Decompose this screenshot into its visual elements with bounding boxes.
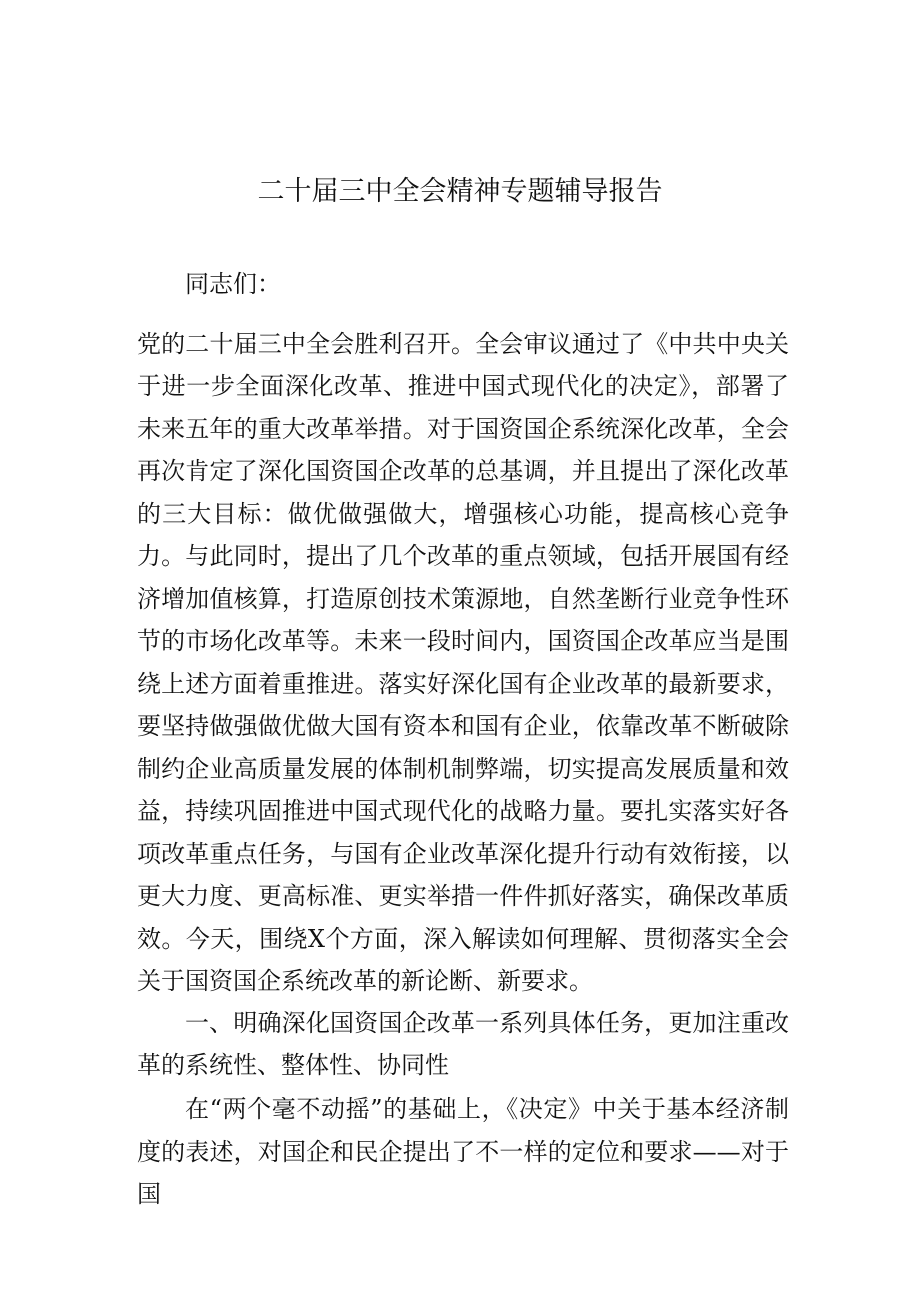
body-paragraph-2: 在“两个毫不动摇”的基础上，《决定》中关于基本经济制度的表述，对国企和民企提出了不一样的定位和要求——对于国: [137, 1095, 789, 1208]
salutation: 同志们：: [185, 270, 281, 298]
section-heading-1: 一、明确深化国资国企改革一系列具体任务，更加注重改革的系统性、整体性、协同性: [137, 1009, 789, 1079]
document-title: 二十届三中全会精神专题辅导报告: [257, 176, 663, 207]
body-paragraph-1: [137, 280, 789, 1003]
body-paragraph-1-text: 党的二十届三中全会胜利召开。全会审议通过了《中共中央关于进一步全面深化改革、推进中国式现代化的决定》，部署了未来五年的重大改革举措。对于国资国企系统深化改革，全会再次肯定了深化国资国企改革的总基调，并且提出了深化改革的三大目标：做优做强做大，增强核心功能，提高核心竞争力。与此同时，提出了几个改革的重点领域，包括开展国有经济增加值核算，打造原创技术策源地，自然垄断行业竞争性环节的市场化改革等。未来一段时间内，国资国企改革应当是围绕上述方面着重推进。落实好深化国有企业改革的最新要求，要坚持做强做优做大国有资本和国有企业，依靠改革不断破除制约企业高质量发展的体制机制弊端，切实提高发展质量和效益，持续巩固推进中国式现代化的战略力量。要扎实落实好各项改革重点任务，与国有企业改革深化提升行动有效衔接，以更大力度、更高标准、更实举措一件件抓好落实，确保改革质效。今天，围绕X个方面，深入解读如何理解、贯彻落实全会关于国资国企系统改革的新论断、新要求。: [137, 329, 789, 995]
